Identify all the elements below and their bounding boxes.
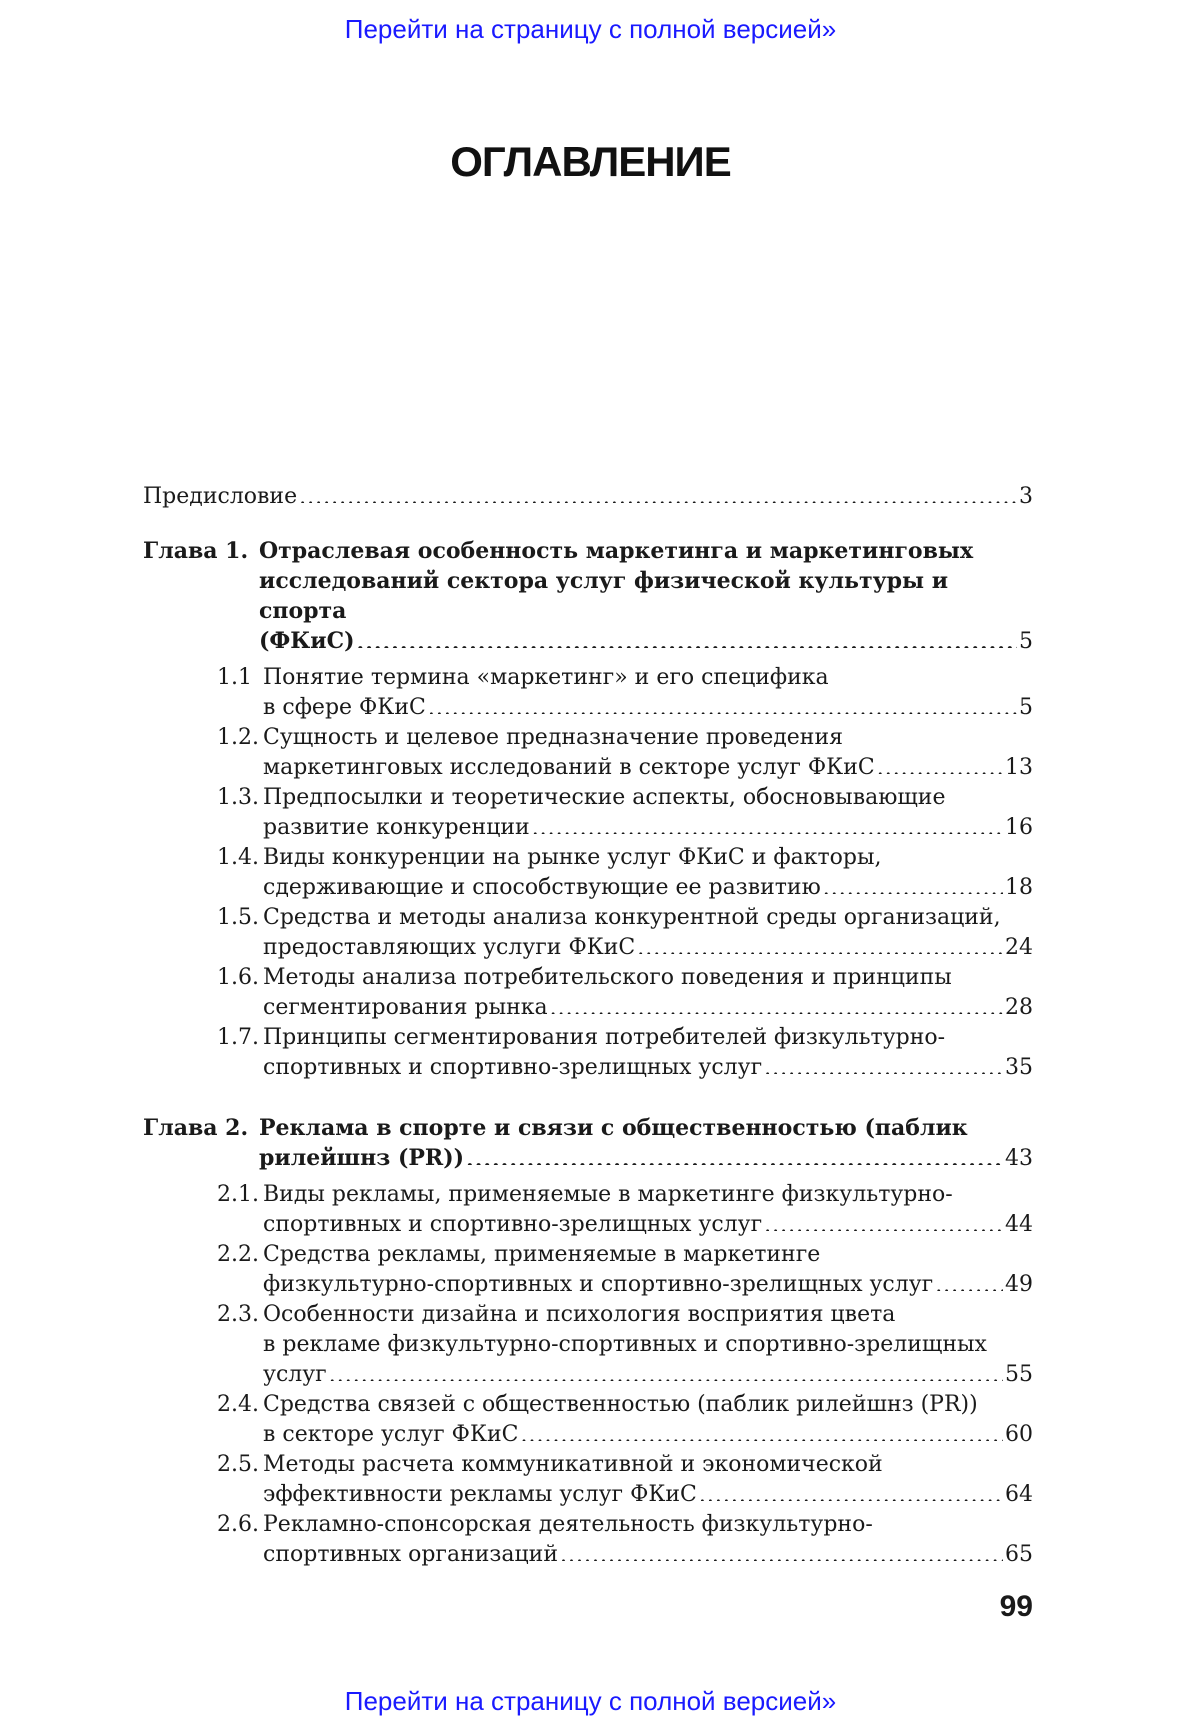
toc-page-number: 18 [1005, 875, 1033, 900]
section-title-line: эффективности рекламы услуг ФКиС [263, 1482, 697, 1507]
section-title-line: Принципы сегментирования потребителей физкультурно- [263, 1025, 946, 1050]
section-number: 1.2. [217, 725, 259, 750]
section-number: 2.5. [217, 1452, 259, 1477]
toc-section-1-6[interactable] [143, 963, 1033, 1023]
section-number: 2.4. [217, 1392, 259, 1417]
toc-section-1-7[interactable] [143, 1023, 1033, 1083]
chapter-gap [143, 1083, 1033, 1113]
table-of-contents [143, 482, 1033, 1570]
dot-leader [466, 1145, 1003, 1165]
section-number: 1.3. [217, 785, 259, 810]
section-title-line: спортивных и спортивно-зрелищных услуг [263, 1212, 763, 1237]
chapter-title-line: рилейшнз (PR)) [259, 1145, 465, 1171]
section-title-line: Методы расчета коммуникативной и экономической [263, 1452, 883, 1477]
section-title-line: спортивных и спортивно-зрелищных услуг [263, 1055, 763, 1080]
toc-page-number: 5 [1019, 629, 1033, 654]
dot-leader [935, 1271, 1003, 1291]
dot-leader [520, 1421, 1003, 1441]
toc-page-number: 24 [1005, 935, 1033, 960]
toc-page-number: 44 [1005, 1212, 1033, 1237]
section-number: 1.5. [217, 905, 259, 930]
toc-page-number: 3 [1019, 484, 1033, 509]
toc-entry-label: Предисловие [143, 484, 298, 509]
section-number: 1.7. [217, 1025, 259, 1050]
chapter-number: Глава 2. [143, 1115, 249, 1141]
toc-page-number: 28 [1005, 995, 1033, 1020]
dot-leader [532, 814, 1003, 834]
toc-section-2-3[interactable] [143, 1300, 1033, 1390]
toc-page-number: 65 [1005, 1542, 1033, 1567]
toc-page-number: 64 [1005, 1482, 1033, 1507]
toc-section-2-2[interactable] [143, 1240, 1033, 1300]
toc-chapter-1[interactable] [143, 536, 1033, 657]
dot-leader [428, 694, 1017, 714]
toc-page-number: 49 [1005, 1272, 1033, 1297]
dot-leader [299, 483, 1017, 503]
section-title-line: Виды рекламы, применяемые в маркетинге физкультурно- [263, 1182, 953, 1207]
dot-leader [823, 874, 1003, 894]
toc-chapter-2[interactable] [143, 1113, 1033, 1174]
section-number: 2.2. [217, 1242, 259, 1267]
section-number: 1.1 [217, 665, 252, 690]
section-title-line: Виды конкуренции на рынке услуг ФКиС и факторы, [263, 845, 882, 870]
section-title-line: физкультурно-спортивных и спортивно-зрелищных услуг [263, 1272, 934, 1297]
dot-leader [637, 934, 1003, 954]
toc-section-1-5[interactable] [143, 903, 1033, 963]
page-title: ОГЛАВЛЕНИЕ [450, 138, 731, 185]
section-title-line: спортивных организаций [263, 1542, 558, 1567]
section-number: 2.3. [217, 1302, 259, 1327]
toc-section-2-6[interactable] [143, 1510, 1033, 1570]
section-title-line: Особенности дизайна и психология восприятия цвета [263, 1302, 896, 1327]
toc-section-1-2[interactable] [143, 723, 1033, 783]
dot-leader [764, 1211, 1003, 1231]
toc-entry-foreword[interactable] [143, 482, 1033, 512]
section-title-line: сдерживающие и способствующие ее развитию [263, 875, 821, 900]
section-title-line: Сущность и целевое предназначение проведения [263, 725, 844, 750]
toc-page-number: 55 [1005, 1362, 1033, 1387]
toc-section-1-4[interactable] [143, 843, 1033, 903]
section-title-line: Предпосылки и теоретические аспекты, обосновывающие [263, 785, 946, 810]
toc-section-1-1[interactable] [143, 663, 1033, 723]
toc-page-number: 35 [1005, 1055, 1033, 1080]
section-number: 2.6. [217, 1512, 259, 1537]
toc-page-number: 13 [1005, 755, 1033, 780]
toc-page-number: 5 [1019, 695, 1033, 720]
chapter-title-line: Реклама в спорте и связи с общественностью (паблик [259, 1115, 968, 1141]
dot-leader [877, 754, 1003, 774]
section-title-line: в сфере ФКиС [263, 695, 426, 720]
chapter-title-line: (ФКиС) [259, 628, 355, 654]
toc-section-1-3[interactable] [143, 783, 1033, 843]
section-number: 1.4. [217, 845, 259, 870]
section-number: 2.1. [217, 1182, 259, 1207]
section-number: 1.6. [217, 965, 259, 990]
toc-section-2-1[interactable] [143, 1180, 1033, 1240]
section-title-line: Средства и методы анализа конкурентной среды организаций, [263, 905, 1001, 930]
dot-leader [329, 1361, 1003, 1381]
section-title-line: маркетинговых исследований в секторе услуг ФКиС [263, 755, 875, 780]
section-title-line: Методы анализа потребительского поведения и принципы [263, 965, 952, 990]
section-title-line: услуг [263, 1362, 327, 1387]
section-title-line: Средства рекламы, применяемые в маркетинге [263, 1242, 821, 1267]
section-title-line: Средства связей с общественностью (паблик рилейшнз (PR)) [263, 1392, 978, 1417]
dot-leader [764, 1054, 1003, 1074]
dot-leader [699, 1481, 1003, 1501]
dot-leader [550, 994, 1003, 1014]
toc-section-2-4[interactable] [143, 1390, 1033, 1450]
section-title-line: сегментирования рынка [263, 995, 548, 1020]
section-title-line: в секторе услуг ФКиС [263, 1422, 519, 1447]
dot-leader [357, 628, 1017, 648]
toc-page-number: 60 [1005, 1422, 1033, 1447]
chapter-title-line: исследований сектора услуг физической культуры и спорта [259, 568, 949, 624]
dot-leader [560, 1541, 1003, 1561]
page-number: 99 [999, 1590, 1033, 1623]
section-title-line: в рекламе физкультурно-спортивных и спортивно-зрелищных [263, 1332, 987, 1357]
section-title-line: развитие конкуренции [263, 815, 530, 840]
toc-section-2-5[interactable] [143, 1450, 1033, 1510]
section-title-line: Понятие термина «маркетинг» и его специфика [263, 665, 829, 690]
toc-page-number: 16 [1005, 815, 1033, 840]
section-title-line: Рекламно-спонсорская деятельность физкультурно- [263, 1512, 873, 1537]
full-version-link-bottom[interactable]: Перейти на страницу с полной версией» [344, 1686, 837, 1716]
full-version-link-top[interactable]: Перейти на страницу с полной версией» [344, 14, 837, 44]
chapter-title-line: Отраслевая особенность маркетинга и маркетинговых [259, 538, 974, 564]
toc-page-number: 43 [1005, 1146, 1033, 1171]
section-title-line: предоставляющих услуги ФКиС [263, 935, 636, 960]
chapter-number: Глава 1. [143, 538, 249, 564]
